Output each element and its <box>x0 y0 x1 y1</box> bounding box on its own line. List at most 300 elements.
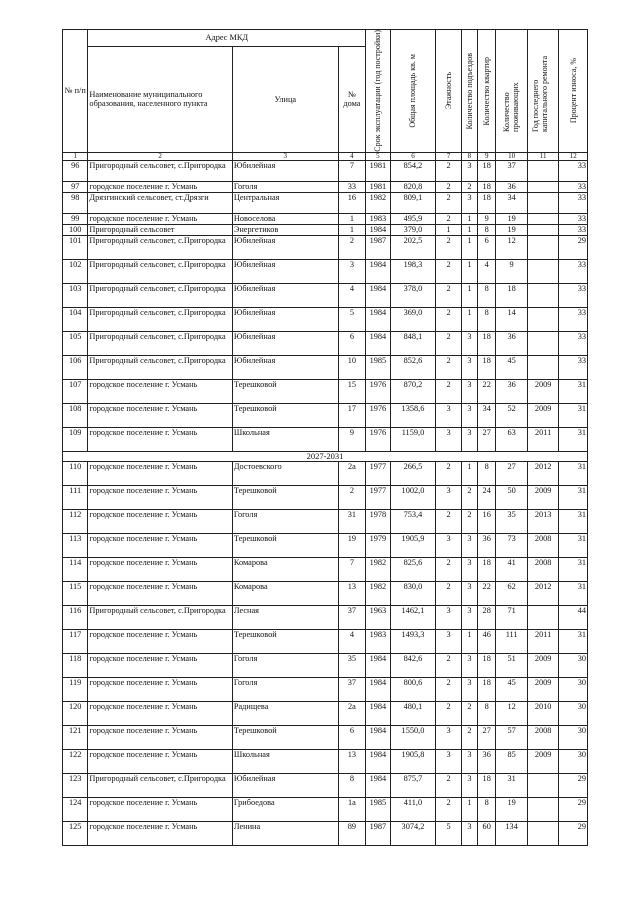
repair-year-cell: 2009 <box>527 486 559 510</box>
row-num: 107 <box>63 379 88 403</box>
apartments-cell: 18 <box>478 558 496 582</box>
wear-cell: 33 <box>559 192 588 213</box>
floors-cell: 2 <box>436 181 461 192</box>
residents-cell: 63 <box>496 427 528 451</box>
repair-year-cell <box>527 224 559 235</box>
residents-cell: 36 <box>496 379 528 403</box>
area-cell: 379,0 <box>390 224 436 235</box>
table-row <box>63 630 588 654</box>
residents-cell: 57 <box>496 726 528 750</box>
entrances-cell: 1 <box>461 213 477 224</box>
repair-year-cell: 2009 <box>527 403 559 427</box>
municipality-cell: городское поселение г. Усмань <box>88 678 232 702</box>
row-num: 97 <box>63 181 88 192</box>
row-num: 121 <box>63 726 88 750</box>
repair-year-cell: 2009 <box>527 654 559 678</box>
entrances-cell: 3 <box>461 160 477 181</box>
residents-cell: 85 <box>496 750 528 774</box>
municipality-cell: Пригородный сельсовет, с.Пригородка <box>88 283 232 307</box>
municipality-cell: городское поселение г. Усмань <box>88 822 232 846</box>
residents-cell: 111 <box>496 630 528 654</box>
house-cell: 6 <box>338 331 366 355</box>
house-cell: 13 <box>338 582 366 606</box>
column-number-row <box>63 152 588 160</box>
repair-year-cell: 2012 <box>527 582 559 606</box>
header-floors: Этажность <box>436 30 461 153</box>
repair-year-cell: 2008 <box>527 534 559 558</box>
street-cell: Юбилейная <box>232 283 338 307</box>
street-cell: Терешковой <box>232 534 338 558</box>
repair-year-cell <box>527 160 559 181</box>
wear-cell: 31 <box>559 462 588 486</box>
header-apartments: Количество квартир <box>478 30 496 153</box>
year-cell: 1987 <box>366 235 390 259</box>
year-cell: 1981 <box>366 160 390 181</box>
municipality-cell: городское поселение г. Усмань <box>88 534 232 558</box>
apartments-cell: 8 <box>478 283 496 307</box>
table-row <box>63 224 588 235</box>
table-row <box>63 235 588 259</box>
column-number: 6 <box>390 152 436 160</box>
area-cell: 809,1 <box>390 192 436 213</box>
repair-year-cell <box>527 213 559 224</box>
apartments-cell: 18 <box>478 654 496 678</box>
repair-year-cell <box>527 283 559 307</box>
apartments-cell: 46 <box>478 630 496 654</box>
row-num: 96 <box>63 160 88 181</box>
floors-cell: 2 <box>436 774 461 798</box>
apartments-cell: 27 <box>478 427 496 451</box>
wear-cell: 30 <box>559 750 588 774</box>
row-num: 105 <box>63 331 88 355</box>
residents-cell: 12 <box>496 702 528 726</box>
street-cell: Юбилейная <box>232 160 338 181</box>
repair-year-cell: 2008 <box>527 558 559 582</box>
area-cell: 870,2 <box>390 379 436 403</box>
street-cell: Новоселова <box>232 213 338 224</box>
year-cell: 1981 <box>366 181 390 192</box>
entrances-cell: 3 <box>461 750 477 774</box>
table-row <box>63 726 588 750</box>
apartments-cell: 18 <box>478 181 496 192</box>
area-cell: 820,8 <box>390 181 436 192</box>
street-cell: Комарова <box>232 558 338 582</box>
document-page <box>62 29 588 846</box>
house-cell: 2 <box>338 486 366 510</box>
street-cell: Энергетиков <box>232 224 338 235</box>
table-row <box>63 534 588 558</box>
table-row <box>63 558 588 582</box>
floors-cell: 1 <box>436 224 461 235</box>
table-row <box>63 702 588 726</box>
house-cell: 9 <box>338 427 366 451</box>
header-num: № п/п <box>63 30 88 153</box>
house-cell: 19 <box>338 534 366 558</box>
entrances-cell: 2 <box>461 486 477 510</box>
entrances-cell: 3 <box>461 606 477 630</box>
municipality-cell: Пригородный сельсовет, с.Пригородка <box>88 774 232 798</box>
repair-year-cell <box>527 355 559 379</box>
residents-cell: 31 <box>496 774 528 798</box>
floors-cell: 2 <box>436 379 461 403</box>
house-cell: 1 <box>338 224 366 235</box>
apartments-cell: 8 <box>478 798 496 822</box>
wear-cell: 33 <box>559 160 588 181</box>
entrances-cell: 3 <box>461 654 477 678</box>
street-cell: Радищева <box>232 702 338 726</box>
house-cell: 7 <box>338 160 366 181</box>
repair-year-cell <box>527 235 559 259</box>
street-cell: Юбилейная <box>232 307 338 331</box>
floors-cell: 2 <box>436 678 461 702</box>
row-num: 99 <box>63 213 88 224</box>
area-cell: 198,3 <box>390 259 436 283</box>
year-cell: 1985 <box>366 798 390 822</box>
area-cell: 852,6 <box>390 355 436 379</box>
floors-cell: 3 <box>436 726 461 750</box>
area-cell: 411,0 <box>390 798 436 822</box>
floors-cell: 3 <box>436 630 461 654</box>
year-cell: 1984 <box>366 307 390 331</box>
column-number: 4 <box>338 152 366 160</box>
residents-cell: 71 <box>496 606 528 630</box>
floors-cell: 2 <box>436 283 461 307</box>
floors-cell: 2 <box>436 582 461 606</box>
house-cell: 2а <box>338 702 366 726</box>
row-num: 109 <box>63 427 88 451</box>
area-cell: 202,5 <box>390 235 436 259</box>
house-cell: 37 <box>338 678 366 702</box>
residents-cell: 19 <box>496 213 528 224</box>
apartments-cell: 8 <box>478 307 496 331</box>
street-cell: Центральная <box>232 192 338 213</box>
wear-cell: 33 <box>559 283 588 307</box>
municipality-cell: городское поселение г. Усмань <box>88 630 232 654</box>
row-num: 119 <box>63 678 88 702</box>
residents-cell: 9 <box>496 259 528 283</box>
area-cell: 875,7 <box>390 774 436 798</box>
apartments-cell: 18 <box>478 774 496 798</box>
wear-cell: 44 <box>559 606 588 630</box>
residents-cell: 52 <box>496 403 528 427</box>
residents-cell: 19 <box>496 798 528 822</box>
municipality-cell: городское поселение г. Усмань <box>88 181 232 192</box>
table-row <box>63 213 588 224</box>
header-municipality: Наименование муниципального образования, населенного пункта <box>88 47 232 153</box>
wear-cell: 29 <box>559 235 588 259</box>
wear-cell: 33 <box>559 181 588 192</box>
header-area: Общая площадь кв. м <box>390 30 436 153</box>
floors-cell: 3 <box>436 606 461 630</box>
house-cell: 6 <box>338 726 366 750</box>
area-cell: 495,9 <box>390 213 436 224</box>
street-cell: Терешковой <box>232 486 338 510</box>
floors-cell: 2 <box>436 235 461 259</box>
area-cell: 1905,8 <box>390 750 436 774</box>
floors-cell: 3 <box>436 427 461 451</box>
residents-cell: 51 <box>496 654 528 678</box>
municipality-cell: городское поселение г. Усмань <box>88 462 232 486</box>
street-cell: Гоголя <box>232 510 338 534</box>
house-cell: 31 <box>338 510 366 534</box>
row-num: 102 <box>63 259 88 283</box>
year-cell: 1984 <box>366 774 390 798</box>
area-cell: 1905,9 <box>390 534 436 558</box>
row-num: 115 <box>63 582 88 606</box>
wear-cell: 33 <box>559 213 588 224</box>
house-cell: 3 <box>338 259 366 283</box>
wear-cell: 30 <box>559 678 588 702</box>
wear-cell: 31 <box>559 403 588 427</box>
house-cell: 35 <box>338 654 366 678</box>
table-row <box>63 678 588 702</box>
entrances-cell: 3 <box>461 403 477 427</box>
repair-year-cell: 2011 <box>527 427 559 451</box>
table-row <box>63 403 588 427</box>
floors-cell: 2 <box>436 558 461 582</box>
area-cell: 3074,2 <box>390 822 436 846</box>
municipality-cell: Пригородный сельсовет, с.Пригородка <box>88 355 232 379</box>
wear-cell: 33 <box>559 355 588 379</box>
wear-cell: 31 <box>559 486 588 510</box>
house-cell: 1 <box>338 213 366 224</box>
row-num: 116 <box>63 606 88 630</box>
wear-cell: 31 <box>559 534 588 558</box>
house-cell: 7 <box>338 558 366 582</box>
municipality-cell: Пригородный сельсовет <box>88 224 232 235</box>
wear-cell: 31 <box>559 379 588 403</box>
entrances-cell: 1 <box>461 462 477 486</box>
residents-cell: 18 <box>496 283 528 307</box>
municipality-cell: городское поселение г. Усмань <box>88 213 232 224</box>
apartments-cell: 18 <box>478 160 496 181</box>
entrances-cell: 2 <box>461 510 477 534</box>
apartments-cell: 27 <box>478 726 496 750</box>
floors-cell: 2 <box>436 462 461 486</box>
area-cell: 1002,0 <box>390 486 436 510</box>
entrances-cell: 3 <box>461 331 477 355</box>
column-number: 7 <box>436 152 461 160</box>
residents-cell: 37 <box>496 160 528 181</box>
table-row <box>63 331 588 355</box>
row-num: 103 <box>63 283 88 307</box>
entrances-cell: 2 <box>461 702 477 726</box>
repair-year-cell: 2011 <box>527 630 559 654</box>
floors-cell: 2 <box>436 331 461 355</box>
floors-cell: 5 <box>436 822 461 846</box>
floors-cell: 2 <box>436 510 461 534</box>
municipality-cell: городское поселение г. Усмань <box>88 379 232 403</box>
year-cell: 1977 <box>366 486 390 510</box>
column-number: 9 <box>478 152 496 160</box>
repair-year-cell: 2010 <box>527 702 559 726</box>
wear-cell: 29 <box>559 798 588 822</box>
floors-cell: 3 <box>436 534 461 558</box>
residents-cell: 62 <box>496 582 528 606</box>
house-cell: 1а <box>338 798 366 822</box>
residents-cell: 36 <box>496 331 528 355</box>
wear-cell: 31 <box>559 510 588 534</box>
repair-year-cell <box>527 822 559 846</box>
column-number: 2 <box>88 152 232 160</box>
wear-cell: 33 <box>559 307 588 331</box>
row-num: 98 <box>63 192 88 213</box>
year-cell: 1978 <box>366 510 390 534</box>
area-cell: 378,0 <box>390 283 436 307</box>
row-num: 118 <box>63 654 88 678</box>
floors-cell: 2 <box>436 355 461 379</box>
apartments-cell: 22 <box>478 379 496 403</box>
table-row <box>63 750 588 774</box>
floors-cell: 2 <box>436 259 461 283</box>
municipality-cell: городское поселение г. Усмань <box>88 558 232 582</box>
year-cell: 1984 <box>366 283 390 307</box>
year-cell: 1982 <box>366 582 390 606</box>
residents-cell: 12 <box>496 235 528 259</box>
area-cell: 1462,1 <box>390 606 436 630</box>
entrances-cell: 3 <box>461 534 477 558</box>
area-cell: 825,6 <box>390 558 436 582</box>
street-cell: Гоголя <box>232 654 338 678</box>
table-row <box>63 192 588 213</box>
area-cell: 830,0 <box>390 582 436 606</box>
apartments-cell: 18 <box>478 678 496 702</box>
floors-cell: 2 <box>436 654 461 678</box>
entrances-cell: 3 <box>461 582 477 606</box>
house-cell: 17 <box>338 403 366 427</box>
residents-cell: 27 <box>496 462 528 486</box>
wear-cell: 33 <box>559 224 588 235</box>
municipality-cell: городское поселение г. Усмань <box>88 510 232 534</box>
year-cell: 1982 <box>366 192 390 213</box>
repair-year-cell <box>527 606 559 630</box>
residents-cell: 45 <box>496 355 528 379</box>
row-num: 110 <box>63 462 88 486</box>
house-cell: 4 <box>338 630 366 654</box>
residents-cell: 19 <box>496 224 528 235</box>
municipality-cell: городское поселение г. Усмань <box>88 486 232 510</box>
row-num: 124 <box>63 798 88 822</box>
floors-cell: 2 <box>436 160 461 181</box>
repair-year-cell <box>527 331 559 355</box>
area-cell: 1159,0 <box>390 427 436 451</box>
year-cell: 1976 <box>366 403 390 427</box>
area-cell: 800,6 <box>390 678 436 702</box>
year-cell: 1982 <box>366 558 390 582</box>
year-cell: 1979 <box>366 534 390 558</box>
wear-cell: 31 <box>559 558 588 582</box>
table-row <box>63 355 588 379</box>
column-number: 10 <box>496 152 528 160</box>
entrances-cell: 3 <box>461 192 477 213</box>
house-cell: 10 <box>338 355 366 379</box>
entrances-cell: 1 <box>461 307 477 331</box>
municipality-cell: городское поселение г. Усмань <box>88 798 232 822</box>
wear-cell: 31 <box>559 427 588 451</box>
apartments-cell: 6 <box>478 235 496 259</box>
floors-cell: 3 <box>436 403 461 427</box>
repair-year-cell <box>527 181 559 192</box>
table-row <box>63 822 588 846</box>
row-num: 108 <box>63 403 88 427</box>
row-num: 104 <box>63 307 88 331</box>
repair-year-cell: 2009 <box>527 750 559 774</box>
residents-cell: 73 <box>496 534 528 558</box>
street-cell: Лесная <box>232 606 338 630</box>
street-cell: Грибоедова <box>232 798 338 822</box>
street-cell: Юбилейная <box>232 331 338 355</box>
year-cell: 1984 <box>366 726 390 750</box>
wear-cell: 31 <box>559 582 588 606</box>
repair-year-cell <box>527 307 559 331</box>
street-cell: Школьная <box>232 427 338 451</box>
year-cell: 1985 <box>366 355 390 379</box>
repair-year-cell: 2013 <box>527 510 559 534</box>
year-cell: 1976 <box>366 427 390 451</box>
house-cell: 2а <box>338 462 366 486</box>
house-cell: 5 <box>338 307 366 331</box>
header-street: Улица <box>232 47 338 153</box>
column-number: 5 <box>366 152 390 160</box>
apartments-cell: 36 <box>478 750 496 774</box>
street-cell: Юбилейная <box>232 259 338 283</box>
wear-cell: 33 <box>559 331 588 355</box>
house-cell: 37 <box>338 606 366 630</box>
area-cell: 854,2 <box>390 160 436 181</box>
year-cell: 1987 <box>366 822 390 846</box>
row-num: 113 <box>63 534 88 558</box>
column-number: 3 <box>232 152 338 160</box>
apartments-cell: 8 <box>478 702 496 726</box>
municipality-cell: городское поселение г. Усмань <box>88 750 232 774</box>
entrances-cell: 1 <box>461 630 477 654</box>
header-address: Адрес МКД <box>88 30 366 47</box>
street-cell: Гоголя <box>232 678 338 702</box>
entrances-cell: 1 <box>461 283 477 307</box>
row-num: 117 <box>63 630 88 654</box>
floors-cell: 3 <box>436 486 461 510</box>
municipality-cell: Пригородный сельсовет, с.Пригородка <box>88 235 232 259</box>
header-entrances: Количество подъездов <box>461 30 477 153</box>
floors-cell: 2 <box>436 213 461 224</box>
apartments-cell: 16 <box>478 510 496 534</box>
row-num: 122 <box>63 750 88 774</box>
floors-cell: 2 <box>436 702 461 726</box>
apartments-cell: 22 <box>478 582 496 606</box>
residents-cell: 34 <box>496 192 528 213</box>
table-row <box>63 798 588 822</box>
apartments-cell: 18 <box>478 192 496 213</box>
residents-cell: 35 <box>496 510 528 534</box>
apartments-cell: 18 <box>478 331 496 355</box>
house-cell: 33 <box>338 181 366 192</box>
wear-cell: 30 <box>559 702 588 726</box>
apartments-cell: 18 <box>478 355 496 379</box>
street-cell: Терешковой <box>232 403 338 427</box>
table-row <box>63 427 588 451</box>
table-row <box>63 379 588 403</box>
street-cell: Юбилейная <box>232 355 338 379</box>
street-cell: Юбилейная <box>232 235 338 259</box>
year-cell: 1984 <box>366 678 390 702</box>
row-num: 114 <box>63 558 88 582</box>
apartments-cell: 8 <box>478 224 496 235</box>
year-cell: 1983 <box>366 213 390 224</box>
table-row <box>63 510 588 534</box>
house-cell: 89 <box>338 822 366 846</box>
area-cell: 480,1 <box>390 702 436 726</box>
street-cell: Терешковой <box>232 630 338 654</box>
